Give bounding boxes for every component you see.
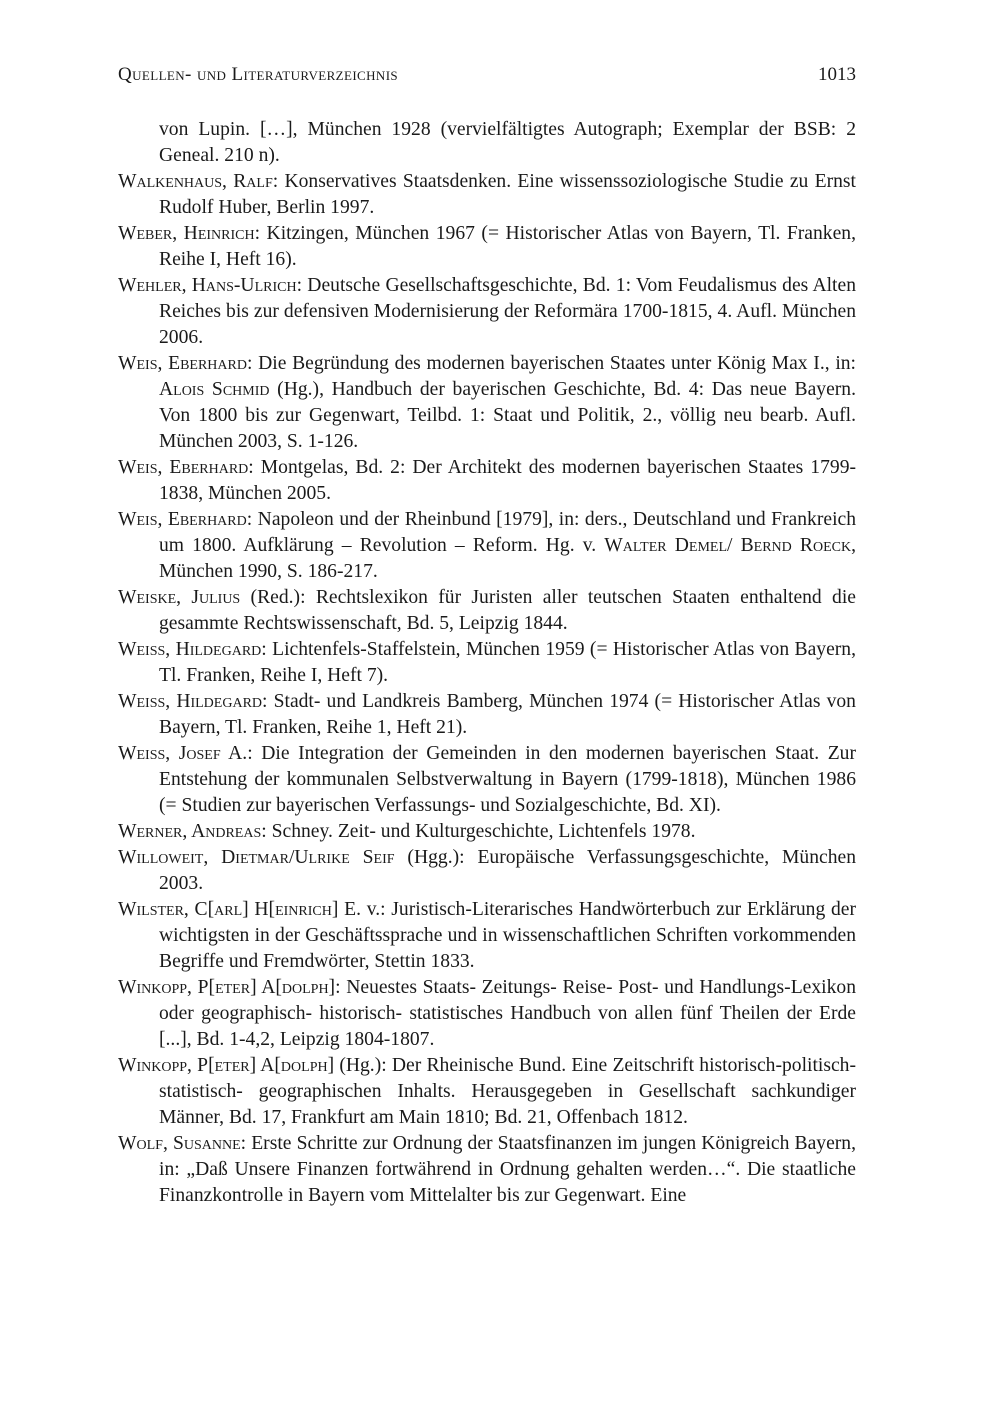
entry-text: : Napoleon und der Rheinbund [1979], in: ders., Deutschland und Frankreich um 1800. Aufklärung – Revolution – Reform. Hg. v.	[159, 509, 857, 556]
bibliography-entry	[118, 585, 856, 637]
bibliography-entry	[118, 455, 856, 507]
entry-text-continued: (Hg.), Handbuch der bayerischen Geschichte, Bd. 4: Das neue Bayern. Von 1800 bis zur Gegenwart, Teilbd. 1: Staat und Politik, 2., völlig neu bearb. Aufl. München 2003, S. 1-126.	[159, 379, 856, 452]
entry-text: : Kitzingen, München 1967 (= Historischer Atlas von Bayern, Tl. Franken, Reihe I, Heft 16).	[159, 223, 856, 270]
bibliography-entry	[118, 819, 856, 845]
page-number: 1013	[818, 64, 856, 85]
entry-author: Wilster, C[arl] H[einrich]	[118, 899, 339, 920]
entry-editor: Walter Demel/ Bernd Roeck	[604, 535, 852, 556]
entry-text: : Deutsche Gesellschaftsgeschichte, Bd. 1: Vom Feudalismus des Alten Reiches bis zur defensiven Modernisierung der Reformära 1700-1815, 4. Aufl. München 2006.	[159, 275, 856, 348]
bibliography-entry	[118, 507, 856, 585]
entry-text: E. v.: Juristisch-Literarisches Handwörterbuch zur Erklärung der wichtigsten in der Geschäftssprache und in wissenschaftlichen Schriften vorkommenden Begriffe und Fremdwörter, Stettin 1833.	[159, 899, 856, 972]
bibliography-entry	[118, 975, 856, 1053]
entry-text: : Stadt- und Landkreis Bamberg, München 1974 (= Historischer Atlas von Bayern, Tl. Franken, Reihe 1, Heft 21).	[159, 691, 856, 738]
bibliography-entry	[118, 221, 856, 273]
bibliography-entry	[118, 273, 856, 351]
entry-author: Weiske, Julius	[118, 587, 241, 608]
bibliography-entry	[118, 897, 856, 975]
entry-author: Werner, Andreas	[118, 821, 262, 842]
entry-text: : Neuestes Staats- Zeitungs- Reise- Post- und Handlungs-Lexikon oder geographisch- historisch- statistisches Handbuch von allen fünf Theilen der Erde [...], Bd. 1-4,2, Leipzig 1804-1807.	[159, 977, 856, 1050]
entry-author: Weiss, Josef	[118, 743, 221, 764]
entry-text: (Red.): Rechtslexikon für Juristen aller teutschen Staaten enthaltend die gesammte Rechtswissenschaft, Bd. 5, Leipzig 1844.	[159, 587, 856, 634]
entry-author: Wolf, Susanne	[118, 1133, 241, 1154]
bibliography-entry	[118, 1131, 856, 1209]
bibliography-entry	[118, 845, 856, 897]
entry-author: Weiss, Hildegard	[118, 691, 263, 712]
entry-text: : Erste Schritte zur Ordnung der Staatsfinanzen im jungen Königreich Bayern, in: „Daß Unsere Finanzen fortwährend in Ordnung gehalten werden…“. Die staatliche Finanzkontrolle in Bayern vom Mittelalter bis zur Gegenwart. Eine	[159, 1133, 856, 1206]
entry-text: : Schney. Zeit- und Kulturgeschichte, Lichtenfels 1978.	[261, 821, 696, 842]
bibliography-entry	[118, 1053, 856, 1131]
entry-text: : Konservatives Staatsdenken. Eine wissenssoziologische Studie zu Ernst Rudolf Huber, Berlin 1997.	[159, 171, 857, 218]
bibliography-entry	[118, 637, 856, 689]
entry-editor: Alois Schmid	[159, 379, 270, 400]
entry-text: (Hg.): Der Rheinische Bund. Eine Zeitschrift historisch-politisch- statistisch- geographischen Inhalts. Herausgegeben in Gesellschaft sachkundiger Männer, Bd. 17, Frankfurt am Main 1810; Bd. 21, Offenbach 1812.	[159, 1055, 857, 1128]
entry-author: Weis, Eberhard	[118, 353, 247, 374]
entry-text-continued: , München 1990, S. 186-217.	[159, 535, 856, 582]
bibliography-entry	[118, 741, 856, 819]
entry-text: (Hgg.): Europäische Verfassungsgeschichte, München 2003.	[159, 847, 856, 894]
entry-author: Wehler, Hans-Ulrich	[118, 275, 297, 296]
entry-text: : Lichtenfels-Staffelstein, München 1959 (= Historischer Atlas von Bayern, Tl. Franken, Reihe I, Heft 7).	[159, 639, 857, 686]
bibliography-entry	[118, 117, 856, 169]
entry-author: Winkopp, P[eter] A[dolph]	[118, 1055, 335, 1076]
entry-author: Weber, Heinrich	[118, 223, 255, 244]
bibliography-entry	[118, 351, 856, 455]
bibliography-list	[118, 117, 856, 1209]
entry-author: Willoweit, Dietmar/Ulrike Seif	[118, 847, 395, 868]
entry-text: : Die Begründung des modernen bayerischen Staates unter König Max I., in:	[246, 353, 857, 374]
entry-author: Weis, Eberhard	[118, 509, 247, 530]
entry-author: Weiss, Hildegard	[118, 639, 262, 660]
page-header	[118, 64, 856, 94]
entry-author: Weis, Eberhard	[118, 457, 249, 478]
entry-text: von Lupin. […], München 1928 (vervielfältigtes Autograph; Exemplar der BSB: 2 Geneal. 210 n).	[159, 119, 856, 166]
bibliography-entry	[118, 689, 856, 741]
entry-text: A.: Die Integration der Gemeinden in den modernen bayerischen Staat. Zur Entstehung der kommunalen Selbstverwaltung in Bayern (1799-1818), München 1986 (= Studien zur bayerischen Verfassungs- und Sozialgeschichte, Bd. XI).	[159, 743, 856, 816]
entry-author: Winkopp, P[eter] A[dolph]	[118, 977, 336, 998]
bibliography-entry	[118, 169, 856, 221]
entry-text: : Montgelas, Bd. 2: Der Architekt des modernen bayerischen Staates 1799-1838, München 2005.	[159, 457, 857, 504]
running-head: Quellen- und Literaturverzeichnis	[118, 64, 399, 85]
entry-author: Walkenhaus, Ralf	[118, 171, 273, 192]
